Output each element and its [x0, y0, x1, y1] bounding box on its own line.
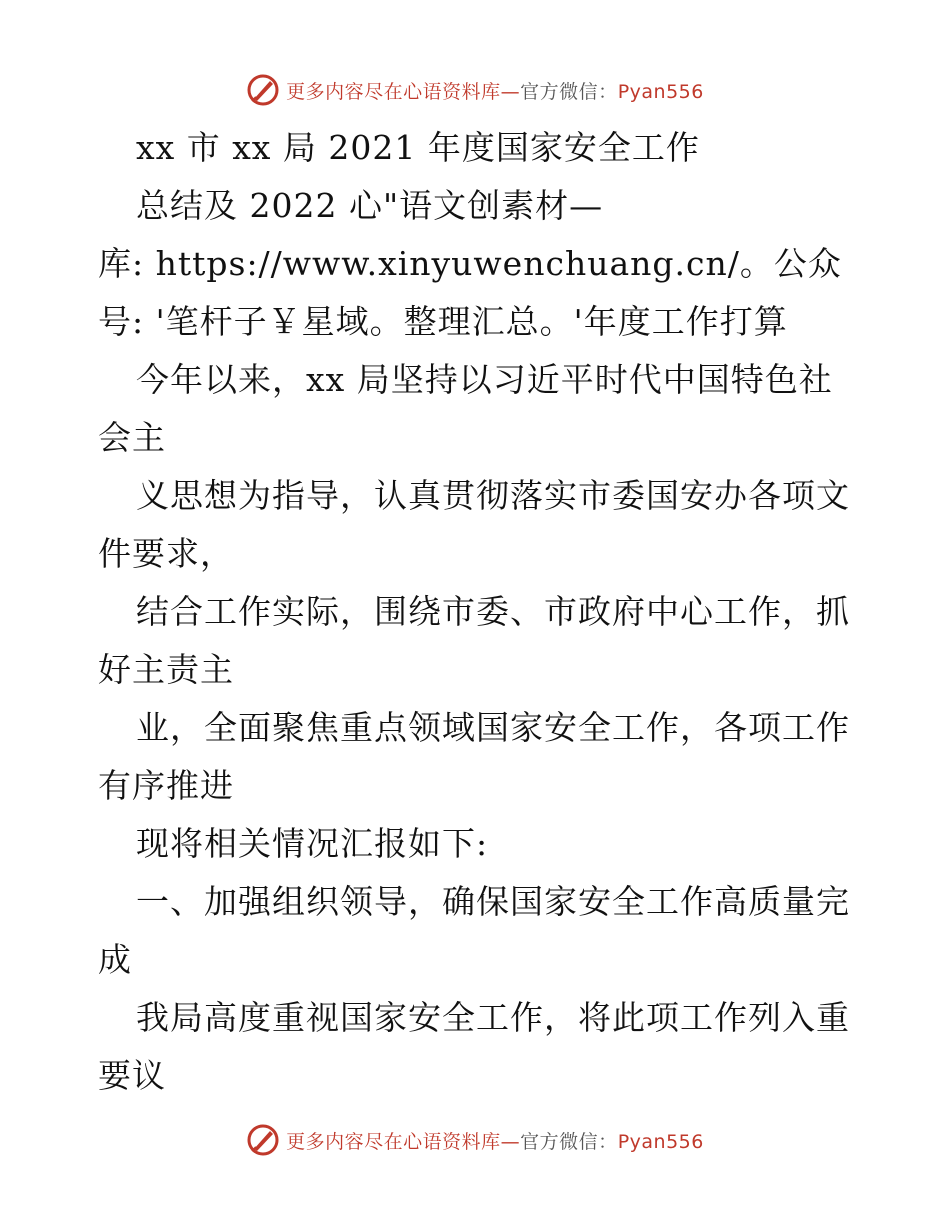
watermark-wechat-label: 官方微信：: [520, 1130, 618, 1153]
document-line: 有序推进: [98, 766, 234, 805]
quill-logo-icon: [246, 73, 280, 107]
document-line: 成: [98, 940, 132, 979]
watermark-site-text: 更多内容尽在心语资料库: [286, 80, 501, 103]
document-title-line-1: xx 市 xx 局 2021 年度国家安全工作: [136, 128, 700, 167]
watermark-wechat-label: 官方微信：: [520, 80, 618, 103]
watermark-wechat-id: Pyan556: [617, 80, 704, 103]
watermark-separator: —: [500, 80, 521, 103]
document-line: 会主: [98, 418, 166, 457]
document-line: 我局高度重视国家安全工作，将此项工作列入重: [136, 998, 850, 1037]
watermark-wechat-id: Pyan556: [617, 1130, 704, 1153]
watermark-banner-top: [0, 70, 950, 110]
document-line: 号: '笔杆子￥星域。整理汇总。'年度工作打算: [98, 302, 788, 341]
watermark-separator: —: [500, 1130, 521, 1153]
document-line: 业，全面聚焦重点领域国家安全工作，各项工作: [136, 708, 850, 747]
document-line: 义思想为指导，认真贯彻落实市委国安办各项文: [136, 476, 850, 515]
watermark-site-text: 更多内容尽在心语资料库: [286, 1130, 501, 1153]
watermark-text: [286, 1127, 704, 1154]
document-line: 今年以来，xx 局坚持以习近平时代中国特色社: [136, 360, 833, 399]
document-line: 件要求，: [98, 534, 234, 573]
document-line: 库: https://www.xinyuwenchuang.cn/。公众: [98, 244, 842, 283]
document-line: 好主责主: [98, 650, 234, 689]
watermark-text: [286, 77, 704, 104]
document-line: 结合工作实际，围绕市委、市政府中心工作，抓: [136, 592, 850, 631]
document-title-line-2: 总结及 2022 心"语文创素材—: [136, 186, 604, 225]
document-line: 要议: [98, 1056, 166, 1095]
quill-logo-icon: [246, 1123, 280, 1157]
section-heading: 一、加强组织领导，确保国家安全工作高质量完: [136, 882, 850, 921]
watermark-banner-bottom: [0, 1120, 950, 1160]
document-line: 现将相关情况汇报如下:: [136, 824, 489, 863]
